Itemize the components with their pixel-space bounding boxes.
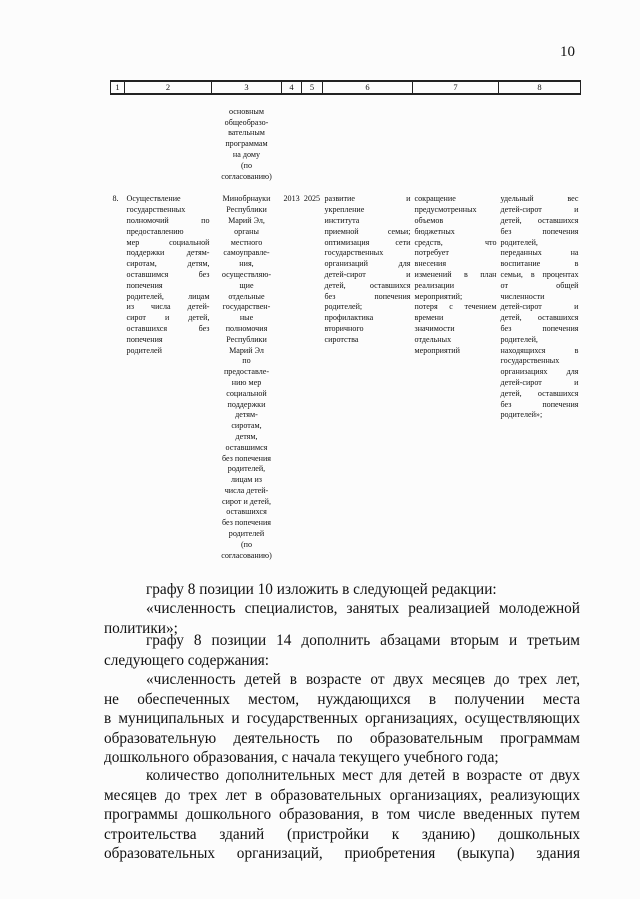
text-line: политики»; [104,619,178,637]
text-line: предусмотренных [414,205,477,215]
text-line: мероприятий; [414,291,463,301]
header-row [111,81,581,94]
executor-cell [212,194,282,561]
col-header-7: 7 [413,81,499,94]
text-line: детей-сирот и [324,269,411,279]
text-line: детям- [235,410,258,420]
text-line: без попечения [500,323,579,333]
expected-result-cell [323,194,413,561]
text-line: развитие и [324,194,411,204]
text-line: количество дополнительных мест для детей в возрасте от двух [146,767,580,784]
text-line: оптимизация сети [324,237,411,247]
text-line: попечения [126,280,163,290]
text-line: предоставлению [126,226,184,236]
text-line: детей, оставшихся [500,215,579,225]
text-line: детям, [235,431,258,441]
continuation-row [111,94,581,195]
text-line: детей, оставшихся [324,280,411,290]
text-line: родителей, [227,464,266,474]
text-line: значимости [414,323,455,333]
text-line: (по [240,160,253,170]
text-line: нию мер [231,377,262,387]
text-line: детей-сирот и [500,205,579,215]
text-line: организаций для [324,259,411,269]
text-line: из числа детей- [126,302,210,312]
text-line: общеобразо- [224,117,269,127]
text-line: бюджетных [414,226,455,236]
text-line: местного [230,237,263,247]
text-line: Республики [226,334,267,344]
text-line: следующего содержания: [104,651,270,669]
text-line: родителей [228,529,265,539]
text-line: изменений в план [414,269,497,279]
text-line: Осуществление [126,194,181,204]
text-line: без попечения [221,453,272,463]
col-header-2: 2 [125,81,212,94]
text-line: самоуправле- [223,248,270,258]
text-line: Марий Эл [229,345,264,355]
text-line: родителей [126,345,162,355]
text-line: профилактика [324,313,374,323]
text-line: приемной семьи; [324,226,411,236]
text-line: сиротам, [231,421,262,431]
text-line: оставшихся без [126,323,210,333]
text-line: Марий Эл, [228,215,265,225]
text-line: согласованию) [221,171,272,181]
text-line: родителей; [324,302,363,312]
paragraph-position-10 [104,580,580,600]
text-line: внесения [414,259,447,269]
text-line: без попечения [324,291,411,301]
text-line: не обеспеченных местом, нуждающихся в получении места [104,690,580,708]
text-line: без попечения [500,399,579,409]
text-line: на дому [232,149,261,159]
text-line: государствен- [222,302,271,312]
text-line: полномочия [225,323,268,333]
text-line: «численность специалистов, занятых реализацией молодежной [146,600,580,617]
col-header-5: 5 [302,81,323,94]
text-line: программам [225,139,268,149]
text-line: предоставле- [223,367,270,377]
text-line: поддержки [227,399,266,409]
paragraph-additional-places [104,766,580,864]
text-line: потребует [414,248,449,258]
text-line: реализации [414,280,455,290]
text-line: государственных [500,356,560,366]
text-line: числа детей- [224,485,269,495]
text-line: времени [414,313,444,323]
text-line: сирот и детей, [126,313,210,323]
text-line: детей, оставшихся [500,388,579,398]
text-line: образовательных организаций, приобретения (выкупа) здания [104,845,580,863]
text-line: государственных [126,205,186,215]
text-line: лицам из [231,475,262,485]
text-line: сокращение [414,194,456,204]
text-line: мер социальной [126,237,210,247]
text-line: института [324,215,360,225]
paragraph-children-count [104,670,580,768]
text-line: без попечения [221,518,272,528]
text-line: родителей, [500,237,538,247]
text-line: организациях для [500,367,579,377]
text-line: воспитание в [500,259,579,269]
text-line: ные [239,313,254,323]
text-line: основным [229,106,264,116]
text-line: оставшихся [226,507,267,517]
text-line: Минобрнауки [222,194,271,204]
continuation-executor-cell [212,94,282,195]
text-line: родителей, [500,334,538,344]
text-line: сиротам, детям, [126,259,210,269]
text-line: отдельных [414,334,452,344]
text-line: вательным [228,128,265,138]
text-line: поддержки детям- [126,248,210,258]
text-line: дошкольного образования, с начала текущего учебного года; [104,749,499,767]
text-line: графу 8 позиции 14 дополнить абзацами вторым и третьим [146,632,580,649]
row-number: 8. [112,194,119,204]
text-line: численности [500,291,545,301]
start-year-cell: 2013 [283,194,300,204]
text-line: (по [240,539,253,549]
text-line: осуществляю- [221,269,272,279]
text-line: отдельные [228,291,265,301]
text-line: без попечения [500,226,579,236]
text-line: потеря с течением [414,302,497,312]
text-line: оставшимся [225,442,268,452]
text-line: в муниципальных и государственных организациях, осуществляющих [104,710,580,728]
text-line: ния, [239,259,254,269]
text-line: удельный вес [500,194,579,204]
text-line: государственных [324,248,384,258]
text-line: родителей, лицам [126,291,210,301]
text-line: органы [234,226,259,236]
text-line: детей-сирот и [500,377,579,387]
text-line: полномочий по [126,215,210,225]
text-line: графу 8 позиции 10 изложить в следующей редакции: [146,581,497,598]
text-line: щие [239,280,254,290]
page-number: 10 [560,44,575,60]
text-line: месяцев до трех лет в образовательных организациях, реализующих [104,786,580,804]
text-line: программы дошкольного образования, в том числе введенных путем [104,806,580,824]
col-header-6: 6 [323,81,413,94]
text-line: мероприятий [414,345,460,355]
text-line: по [242,356,251,366]
risk-cell [413,194,499,561]
text-line: сиротства [324,334,359,344]
col-header-4: 4 [282,81,302,94]
text-line: детей-сирот и [500,302,579,312]
text-line: детей, оставшихся [500,313,579,323]
text-line: оставшимся без [126,269,210,279]
text-line: от общей [500,280,579,290]
text-line: семьи, в процентах [500,269,579,279]
end-year-cell: 2025 [303,194,321,204]
table-row-8 [111,194,581,561]
text-line: строительства зданий (пристройки к зданию) дошкольных [104,825,580,843]
indicator-cell [499,194,581,561]
text-line: родителей»; [500,410,543,420]
text-line: укрепление [324,205,365,215]
col-header-1: 1 [111,81,125,94]
text-line: Республики [226,205,267,215]
text-line: «численность детей в возрасте от двух месяцев до трех лет, [146,671,580,688]
col-header-3: 3 [212,81,282,94]
program-table [110,80,581,561]
measure-name-cell [125,194,212,561]
text-line: социальной [226,388,267,398]
text-line: вторичного [324,323,364,333]
text-line: согласованию) [221,550,272,560]
text-line: попечения [126,334,163,344]
text-line: средств, что [414,237,497,247]
text-line: находящихся в [500,345,579,355]
paragraph-position-14 [104,631,580,670]
text-line: объемов [414,215,444,225]
text-line: образовательную деятельность по образовательным программам [104,729,580,747]
text-line: переданных на [500,248,579,258]
text-line: сирот и детей, [221,496,272,506]
col-header-8: 8 [499,81,581,94]
